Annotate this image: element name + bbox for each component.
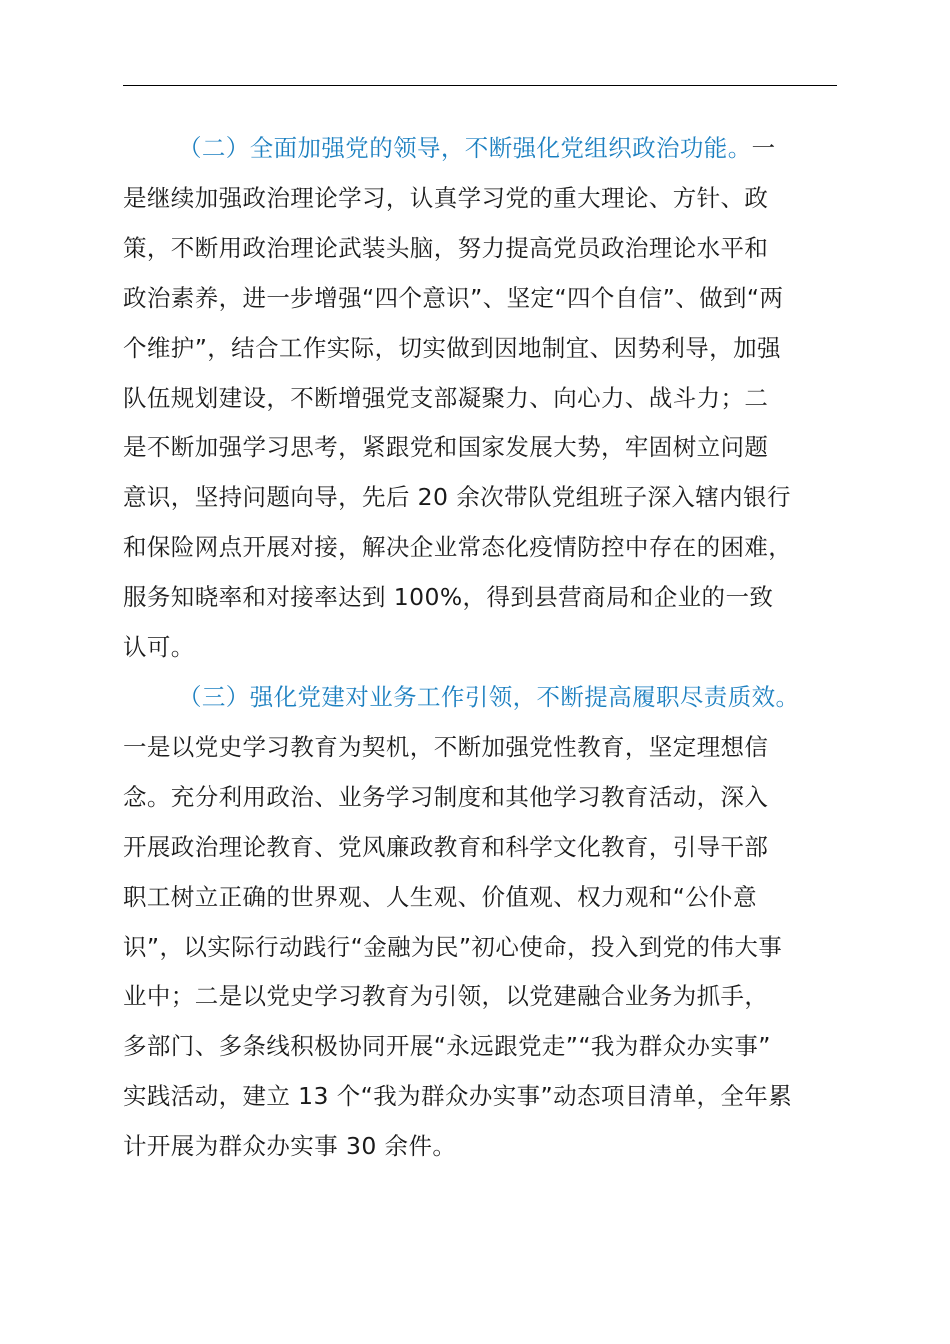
body-line: 和保险网点开展对接，解决企业常态化疫情防控中存在的困难， [123,533,793,562]
body-line: 意识，坚持问题向导，先后 20 余次带队党组班子深入辖内银行 [123,483,791,512]
body-line: 念。充分利用政治、业务学习制度和其他学习教育活动，深入 [123,782,769,811]
body-line: 政治素养，进一步增强“四个意识”、坚定“四个自信”、做到“两 [123,283,784,312]
body-line: 队伍规划建设，不断增强党支部凝聚力、向心力、战斗力；二 [123,383,769,412]
body-line: 是继续加强政治理论学习，认真学习党的重大理论、方针、政 [123,183,769,212]
body-line: 计开展为群众办实事 30 余件。 [123,1132,457,1161]
paragraph-first-line [123,124,839,174]
paragraph-section-2 [123,124,839,673]
body-line: 服务知晓率和对接率达到 100%，得到县营商局和企业的一致 [123,583,774,612]
paragraph-first-line [123,673,839,723]
body-line: 多部门、多条线积极协同开展“永远跟党走”“我为群众办实事” [123,1032,771,1061]
section-heading: （三）强化党建对业务工作引领，不断提高履职尽责质效。 [178,682,800,711]
document-body [123,124,839,1172]
body-line: 一是以党史学习教育为契机，不断加强党性教育，坚定理想信 [123,732,769,761]
body-line: 实践活动，建立 13 个“我为群众办实事”动态项目清单，全年累 [123,1082,793,1111]
header-rule [123,85,837,86]
body-line: 开展政治理论教育、党风廉政教育和科学文化教育，引导干部 [123,832,769,861]
body-line: 是不断加强学习思考，紧跟党和国家发展大势，牢固树立问题 [123,433,769,462]
body-text: 一 [751,134,776,162]
body-line: 个维护”，结合工作实际，切实做到因地制宜、因势利导，加强 [123,333,781,362]
body-line: 策，不断用政治理论武装头脑，努力提高党员政治理论水平和 [123,233,769,262]
body-line: 认可。 [123,633,195,662]
section-heading: （二）全面加强党的领导，不断强化党组织政治功能。 [178,134,752,162]
paragraph-section-3 [123,673,839,1172]
body-line: 职工树立正确的世界观、人生观、价值观、权力观和“公仆意 [123,882,757,911]
body-line: 业中；二是以党史学习教育为引领，以党建融合业务为抓手， [123,982,769,1011]
body-line: 识”，以实际行动践行“金融为民”初心使命，投入到党的伟大事 [123,932,783,961]
